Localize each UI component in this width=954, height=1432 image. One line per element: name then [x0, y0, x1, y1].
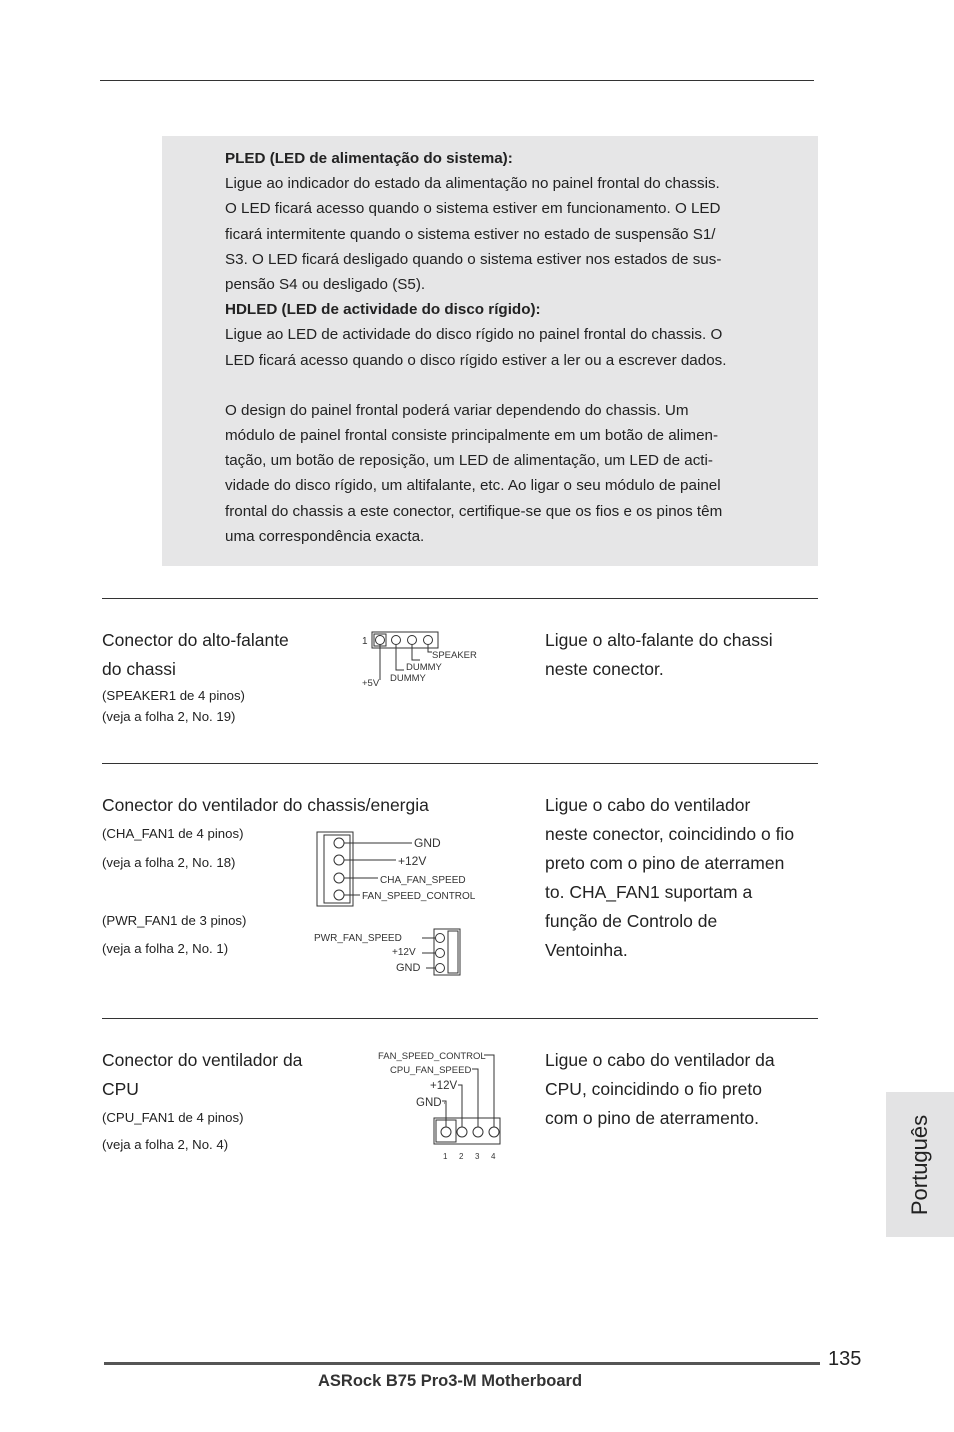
cpu-fan-ref: (veja a folha 2, No. 4) [102, 1137, 229, 1152]
hdled-heading: HDLED (LED de actividade do disco rígido): [225, 301, 541, 319]
cpu-desc-line: com o pino de aterramento. [545, 1108, 760, 1128]
fan-desc-line: função de Controlo de [545, 911, 718, 931]
language-tab-label: Português [907, 1114, 932, 1215]
cpu-section [102, 1046, 818, 1166]
pled-line: S3. O LED ficará desligado quando o sistema estiver nos estados de sus- [225, 250, 722, 268]
pled-line: Ligue ao indicador do estado da alimentação no painel frontal do chassis. [225, 175, 720, 193]
speaker-desc-line: neste conector. [545, 659, 664, 679]
pwr-fan-spec: (PWR_FAN1 de 3 pinos) [102, 913, 247, 928]
cpu-title-line: Conector do ventilador da [102, 1050, 303, 1070]
speaker-desc [545, 626, 818, 684]
speaker-label: SPEAKER [432, 650, 477, 661]
speaker-title [102, 626, 362, 684]
fan-desc-line: Ventoinha. [545, 940, 628, 960]
pled-line: O LED ficará acesso quando o sistema estiver em funcionamento. O LED [225, 200, 721, 218]
hdled-line: Ligue ao LED de actividade do disco rígido no painel frontal do chassis. O [225, 326, 723, 344]
note-line: frontal do chassis a este conector, certifique-se que os fios e os pinos têm [225, 502, 723, 520]
pin-number: 4 [491, 1152, 496, 1161]
speaker-spec: (SPEAKER1 de 4 pinos) [102, 688, 245, 703]
fan-title: Conector do ventilador do chassis/energia [102, 795, 429, 815]
cpu-title-line: CPU [102, 1079, 139, 1099]
language-tab [886, 1092, 954, 1237]
fan-speed-control-label: FAN_SPEED_CONTROL [362, 891, 476, 902]
page-number: 135 [828, 1348, 862, 1370]
section-rule [102, 763, 818, 764]
cha-fan-ref: (veja a folha 2, No. 18) [102, 855, 236, 870]
fan-desc-line: Ligue o cabo do ventilador [545, 795, 751, 815]
pled-heading: PLED (LED de alimentação do sistema): [225, 150, 513, 167]
note-line: módulo de painel frontal consiste principalmente em um botão de alimen- [225, 427, 719, 445]
note-line: tação, um botão de reposição, um LED de alimentação, um LED de acti- [225, 452, 713, 470]
cpu-title [102, 1046, 362, 1104]
footer-rule [104, 1362, 820, 1365]
pwr-fan-speed-label: PWR_FAN_SPEED [314, 933, 402, 944]
v12-label: +12V [398, 854, 427, 868]
pwr-fan-pin-diagram [314, 926, 464, 978]
dummy-label: DUMMY [390, 673, 426, 684]
speaker-ref: (veja a folha 2, No. 19) [102, 709, 236, 724]
top-rule [100, 80, 814, 81]
gnd-label: GND [396, 962, 421, 974]
footer-title: ASRock B75 Pro3-M Motherboard [318, 1372, 583, 1390]
v12-label: +12V [392, 947, 416, 958]
note-line: O design do painel frontal poderá variar dependendo do chassis. Um [225, 401, 689, 419]
note-line: uma correspondência exacta. [225, 527, 425, 545]
pin-number: 2 [459, 1152, 464, 1161]
fan-speed-control-label: FAN_SPEED_CONTROL [378, 1051, 486, 1062]
speaker-pin1-label: 1 [362, 636, 368, 647]
pin-number: 1 [443, 1152, 448, 1161]
pin-number: 3 [475, 1152, 480, 1161]
cha-fan-speed-label: CHA_FAN_SPEED [380, 875, 466, 886]
speaker-pin-diagram [358, 628, 498, 690]
dummy-label: DUMMY [406, 662, 442, 673]
cpu-desc-line: CPU, coincidindo o fio preto [545, 1079, 762, 1099]
fan-desc-line: preto com o pino de aterramen [545, 853, 785, 873]
fan-section [102, 791, 818, 991]
cpu-fan-spec: (CPU_FAN1 de 4 pinos) [102, 1110, 244, 1125]
cpu-fan-pin-diagram [376, 1048, 506, 1166]
cha-fan-pin-diagram [314, 829, 514, 909]
speaker-title-line: Conector do alto-falante [102, 630, 289, 650]
pwr-fan-ref: (veja a folha 2, No. 1) [102, 941, 229, 956]
speaker-title-line: do chassi [102, 659, 176, 679]
note-line: vidade do disco rígido, um altifalante, etc. Ao ligar o seu módulo de painel [225, 477, 721, 495]
cpu-fan-speed-label: CPU_FAN_SPEED [390, 1065, 472, 1076]
plus5v-label: +5V [362, 678, 380, 689]
hdled-line: LED ficará acesso quando o disco rígido estiver a ler ou a escrever dados. [225, 351, 727, 369]
gnd-label: GND [414, 836, 441, 850]
v12-label: +12V [430, 1080, 458, 1092]
speaker-section [102, 626, 818, 736]
fan-desc-line: neste conector, coincidindo o fio [545, 824, 795, 844]
pled-line: pensão S4 ou desligado (S5). [225, 276, 426, 294]
fan-desc [545, 791, 821, 965]
cpu-desc-line: Ligue o cabo do ventilador da [545, 1050, 775, 1070]
cpu-desc [545, 1046, 818, 1133]
info-box [162, 136, 818, 566]
fan-desc-line: to. CHA_FAN1 suportam a [545, 882, 753, 902]
gnd-label: GND [416, 1097, 442, 1109]
section-rule [102, 598, 818, 599]
cha-fan-spec: (CHA_FAN1 de 4 pinos) [102, 826, 244, 841]
pled-line: ficará intermitente quando o sistema estiver no estado de suspensão S1/ [225, 225, 716, 243]
speaker-desc-line: Ligue o alto-falante do chassi [545, 630, 773, 650]
section-rule [102, 1018, 818, 1019]
